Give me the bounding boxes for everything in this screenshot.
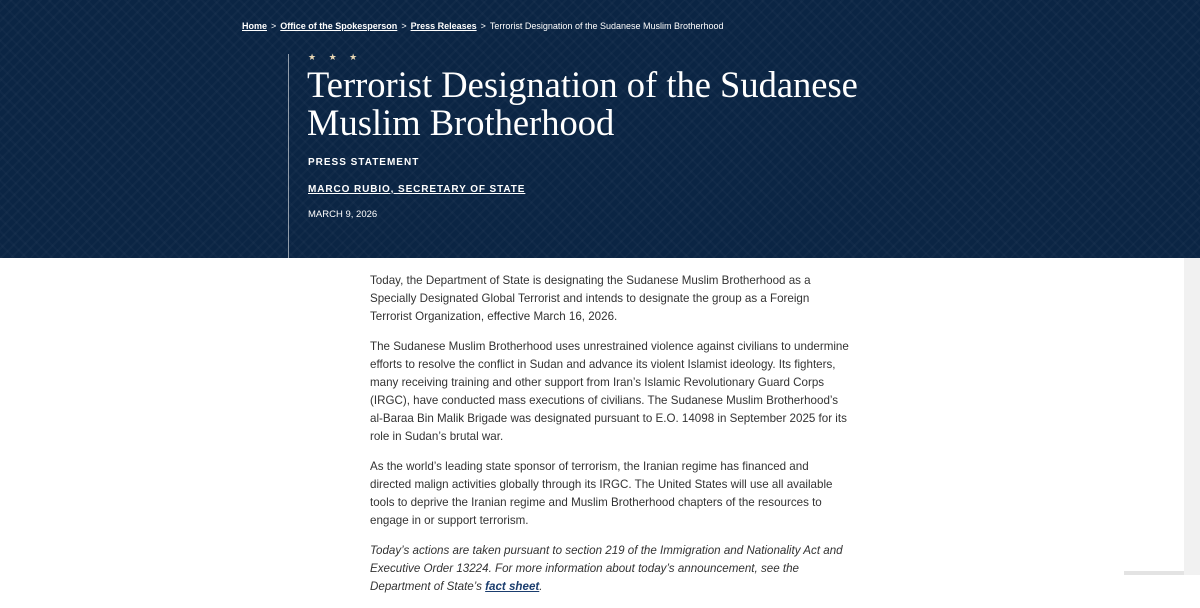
page-title: Terrorist Designation of the Sudanese Muslim Brotherhood xyxy=(307,64,858,143)
breadcrumb-separator: > xyxy=(271,21,277,31)
article-body xyxy=(370,272,852,608)
note-text: Today’s actions are taken pursuant to section 219 of the Immigration and Nationality Act and Executive Order 13224. For more information about today’s announcement, see the Department of State’s xyxy=(370,544,843,593)
note-end: . xyxy=(539,580,543,593)
article-paragraph: As the world’s leading state sponsor of terrorism, the Iranian regime has financed and directed malign activities globally through its IRGC. The United States will use all available tools to deprive the Iranian regime and Muslim Brotherhood chapters of the resources to engage in or support terrorism. xyxy=(370,460,833,527)
breadcrumb-press-releases-link[interactable]: Press Releases xyxy=(410,21,477,31)
scrollbar[interactable] xyxy=(1184,258,1200,575)
publish-date: MARCH 9, 2026 xyxy=(308,209,378,220)
stars-icon: ★ ★ ★ xyxy=(308,52,363,62)
fact-sheet-link[interactable]: fact sheet xyxy=(485,580,540,593)
article-type: PRESS STATEMENT xyxy=(308,157,420,168)
breadcrumb-separator: > xyxy=(480,21,486,31)
breadcrumb xyxy=(242,21,724,31)
breadcrumb-separator: > xyxy=(401,21,407,31)
breadcrumb-spokesperson-link[interactable]: Office of the Spokesperson xyxy=(280,21,398,31)
article-note xyxy=(370,542,852,596)
hero-banner xyxy=(0,0,1200,258)
author-link[interactable]: MARCO RUBIO, SECRETARY OF STATE xyxy=(308,184,526,195)
horizontal-scroll-thumb[interactable] xyxy=(1124,571,1184,575)
header-divider xyxy=(288,54,289,258)
article-paragraph: The Sudanese Muslim Brotherhood uses unrestrained violence against civilians to undermine efforts to resolve the conflict in Sudan and advance its violent Islamist ideology. Its fighters, many receiving training and other support from Iran’s Islamic Revolutionary Guard Corps (IRGC), have conducted mass executions of civilians. The Sudanese Muslim Brotherhood’s al-Baraa Bin Malik Brigade was designated pursuant to E.O. 14098 in September 2025 for its role in Sudan’s brutal war. xyxy=(370,340,849,443)
breadcrumb-home-link[interactable]: Home xyxy=(242,21,268,31)
article-paragraph: Today, the Department of State is designating the Sudanese Muslim Brotherhood as a Specially Designated Global Terrorist and intends to designate the group as a Foreign Terrorist Organization, effective March 16, 2026. xyxy=(370,274,811,323)
breadcrumb-current: Terrorist Designation of the Sudanese Muslim Brotherhood xyxy=(489,21,724,31)
